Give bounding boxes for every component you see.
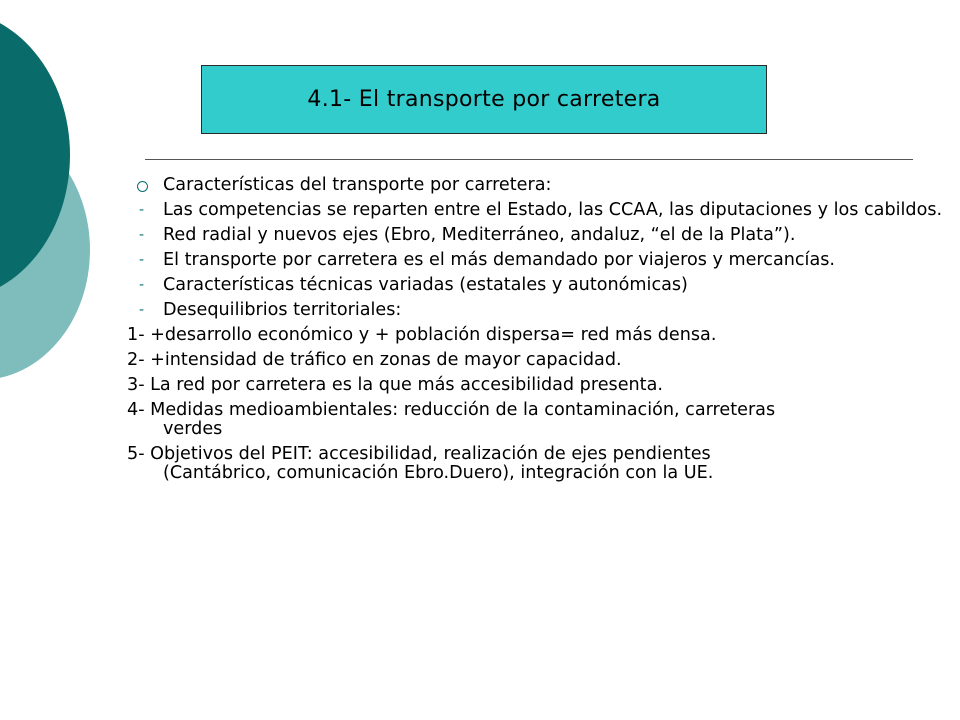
numbered-item: [127, 351, 957, 370]
dash-item: [127, 301, 957, 320]
dash-item: [127, 201, 957, 220]
bullet-heading: [127, 176, 957, 195]
dash-item-text: Las competencias se reparten entre el Estado, las CCAA, las diputaciones y los cabildos.: [163, 200, 943, 220]
numbered-item: [127, 445, 957, 483]
dash-item-text: Características técnicas variadas (estatales y autonómicas): [163, 275, 688, 295]
dash-item-text: Red radial y nuevos ejes (Ebro, Mediterráneo, andaluz, “el de la Plata”).: [163, 225, 796, 245]
dash-bullet-icon: -: [139, 252, 145, 268]
dash-item: [127, 276, 957, 295]
numbered-item-text: 2- +intensidad de tráfico en zonas de mayor capacidad.: [127, 350, 622, 370]
numbered-item: [127, 326, 957, 345]
numbered-item-continuation: (Cantábrico, comunicación Ebro.Duero), integración con la UE.: [163, 463, 714, 483]
dash-item: [127, 226, 957, 245]
dash-bullet-icon: -: [139, 277, 145, 293]
numbered-item-continuation: verdes: [163, 419, 223, 439]
numbered-item-text: 4- Medidas medioambientales: reducción de la contaminación, carreteras: [127, 400, 776, 420]
numbered-item-text: 3- La red por carretera es la que más accesibilidad presenta.: [127, 375, 663, 395]
slide-body: [127, 176, 957, 489]
ring-bullet-icon: [137, 181, 148, 192]
title-divider: [145, 159, 913, 160]
numbered-item-text: 1- +desarrollo económico y + población dispersa= red más densa.: [127, 325, 717, 345]
numbered-item-text: 5- Objetivos del PEIT: accesibilidad, realización de ejes pendientes: [127, 444, 711, 464]
dash-item: [127, 251, 957, 270]
slide-title: 4.1- El transporte por carretera: [307, 87, 661, 112]
dash-item-text: El transporte por carretera es el más demandado por viajeros y mercancías.: [163, 250, 835, 270]
dash-bullet-icon: -: [139, 302, 145, 318]
dash-bullet-icon: -: [139, 227, 145, 243]
dash-bullet-icon: -: [139, 202, 145, 218]
bullet-heading-text: Características del transporte por carretera:: [163, 175, 552, 195]
dash-item-text: Desequilibrios territoriales:: [163, 300, 402, 320]
slide-title-box: [201, 65, 767, 134]
numbered-item: [127, 376, 957, 395]
numbered-item: [127, 401, 957, 439]
